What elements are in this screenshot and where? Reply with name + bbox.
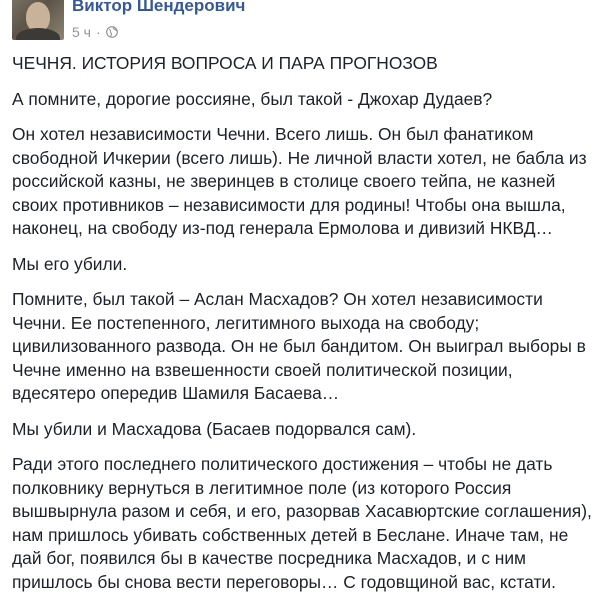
avatar[interactable] [12, 0, 64, 40]
post-paragraph: А помните, дорогие россияне, был такой - Джохар Дудаев? [12, 88, 493, 109]
post-meta [72, 24, 118, 40]
post-paragraph: Ради этого последнего политического достижения – чтобы не дать полковнику вернуться в легитимное поле (из которого Россия вышвырнула разом и себя, и его, разорвав Хасавюртские соглашения), нам пришлось убивать собственных детей в Беслане. Иначе там, не дай бог, появился бы в качестве посредника Масхадов, и с ним пришлось бы снова вести переговоры… С годовщиной вас, кстати. [12, 454, 592, 592]
post-header [12, 0, 592, 46]
author-name[interactable]: Виктор Шендерович [72, 0, 246, 15]
post-title: ЧЕЧНЯ. ИСТОРИЯ ВОПРОСА И ПАРА ПРОГНОЗОВ [12, 53, 438, 73]
post-body [12, 52, 596, 606]
meta-separator: · [95, 24, 101, 40]
post-paragraph: Мы его убили. [12, 253, 128, 274]
avatar-shoulders [16, 28, 60, 40]
post-paragraph: Помните, был такой – Аслан Масхадов? Он хотел независимости Чечни. Ее постепенного, легитимного выхода на свободу; цивилизованного развода. Он не был бандитом. Он выиграл выборы в Чечне именно на взвешенности своей политической позиции, вдесятеро опередив Шамиля Басаева… [12, 289, 586, 403]
globe-icon[interactable] [106, 26, 118, 38]
post-timestamp[interactable]: 5 ч [72, 24, 91, 40]
post-paragraph: Мы убили и Масхадова (Басаев подорвался сам). [12, 418, 417, 439]
post-paragraph: Он хотел независимости Чечни. Всего лишь. Он был фанатиком свободной Ичкерии (всего лишь). Не личной власти хотел, не бабла из российской казны, не зверинцев в столице своего тейпа, не казней своих противников – независимости для родины! Чтобы она вышла, наконец, на свободу из-под генерала Ермолова и дивизий НКВД… [12, 124, 587, 238]
